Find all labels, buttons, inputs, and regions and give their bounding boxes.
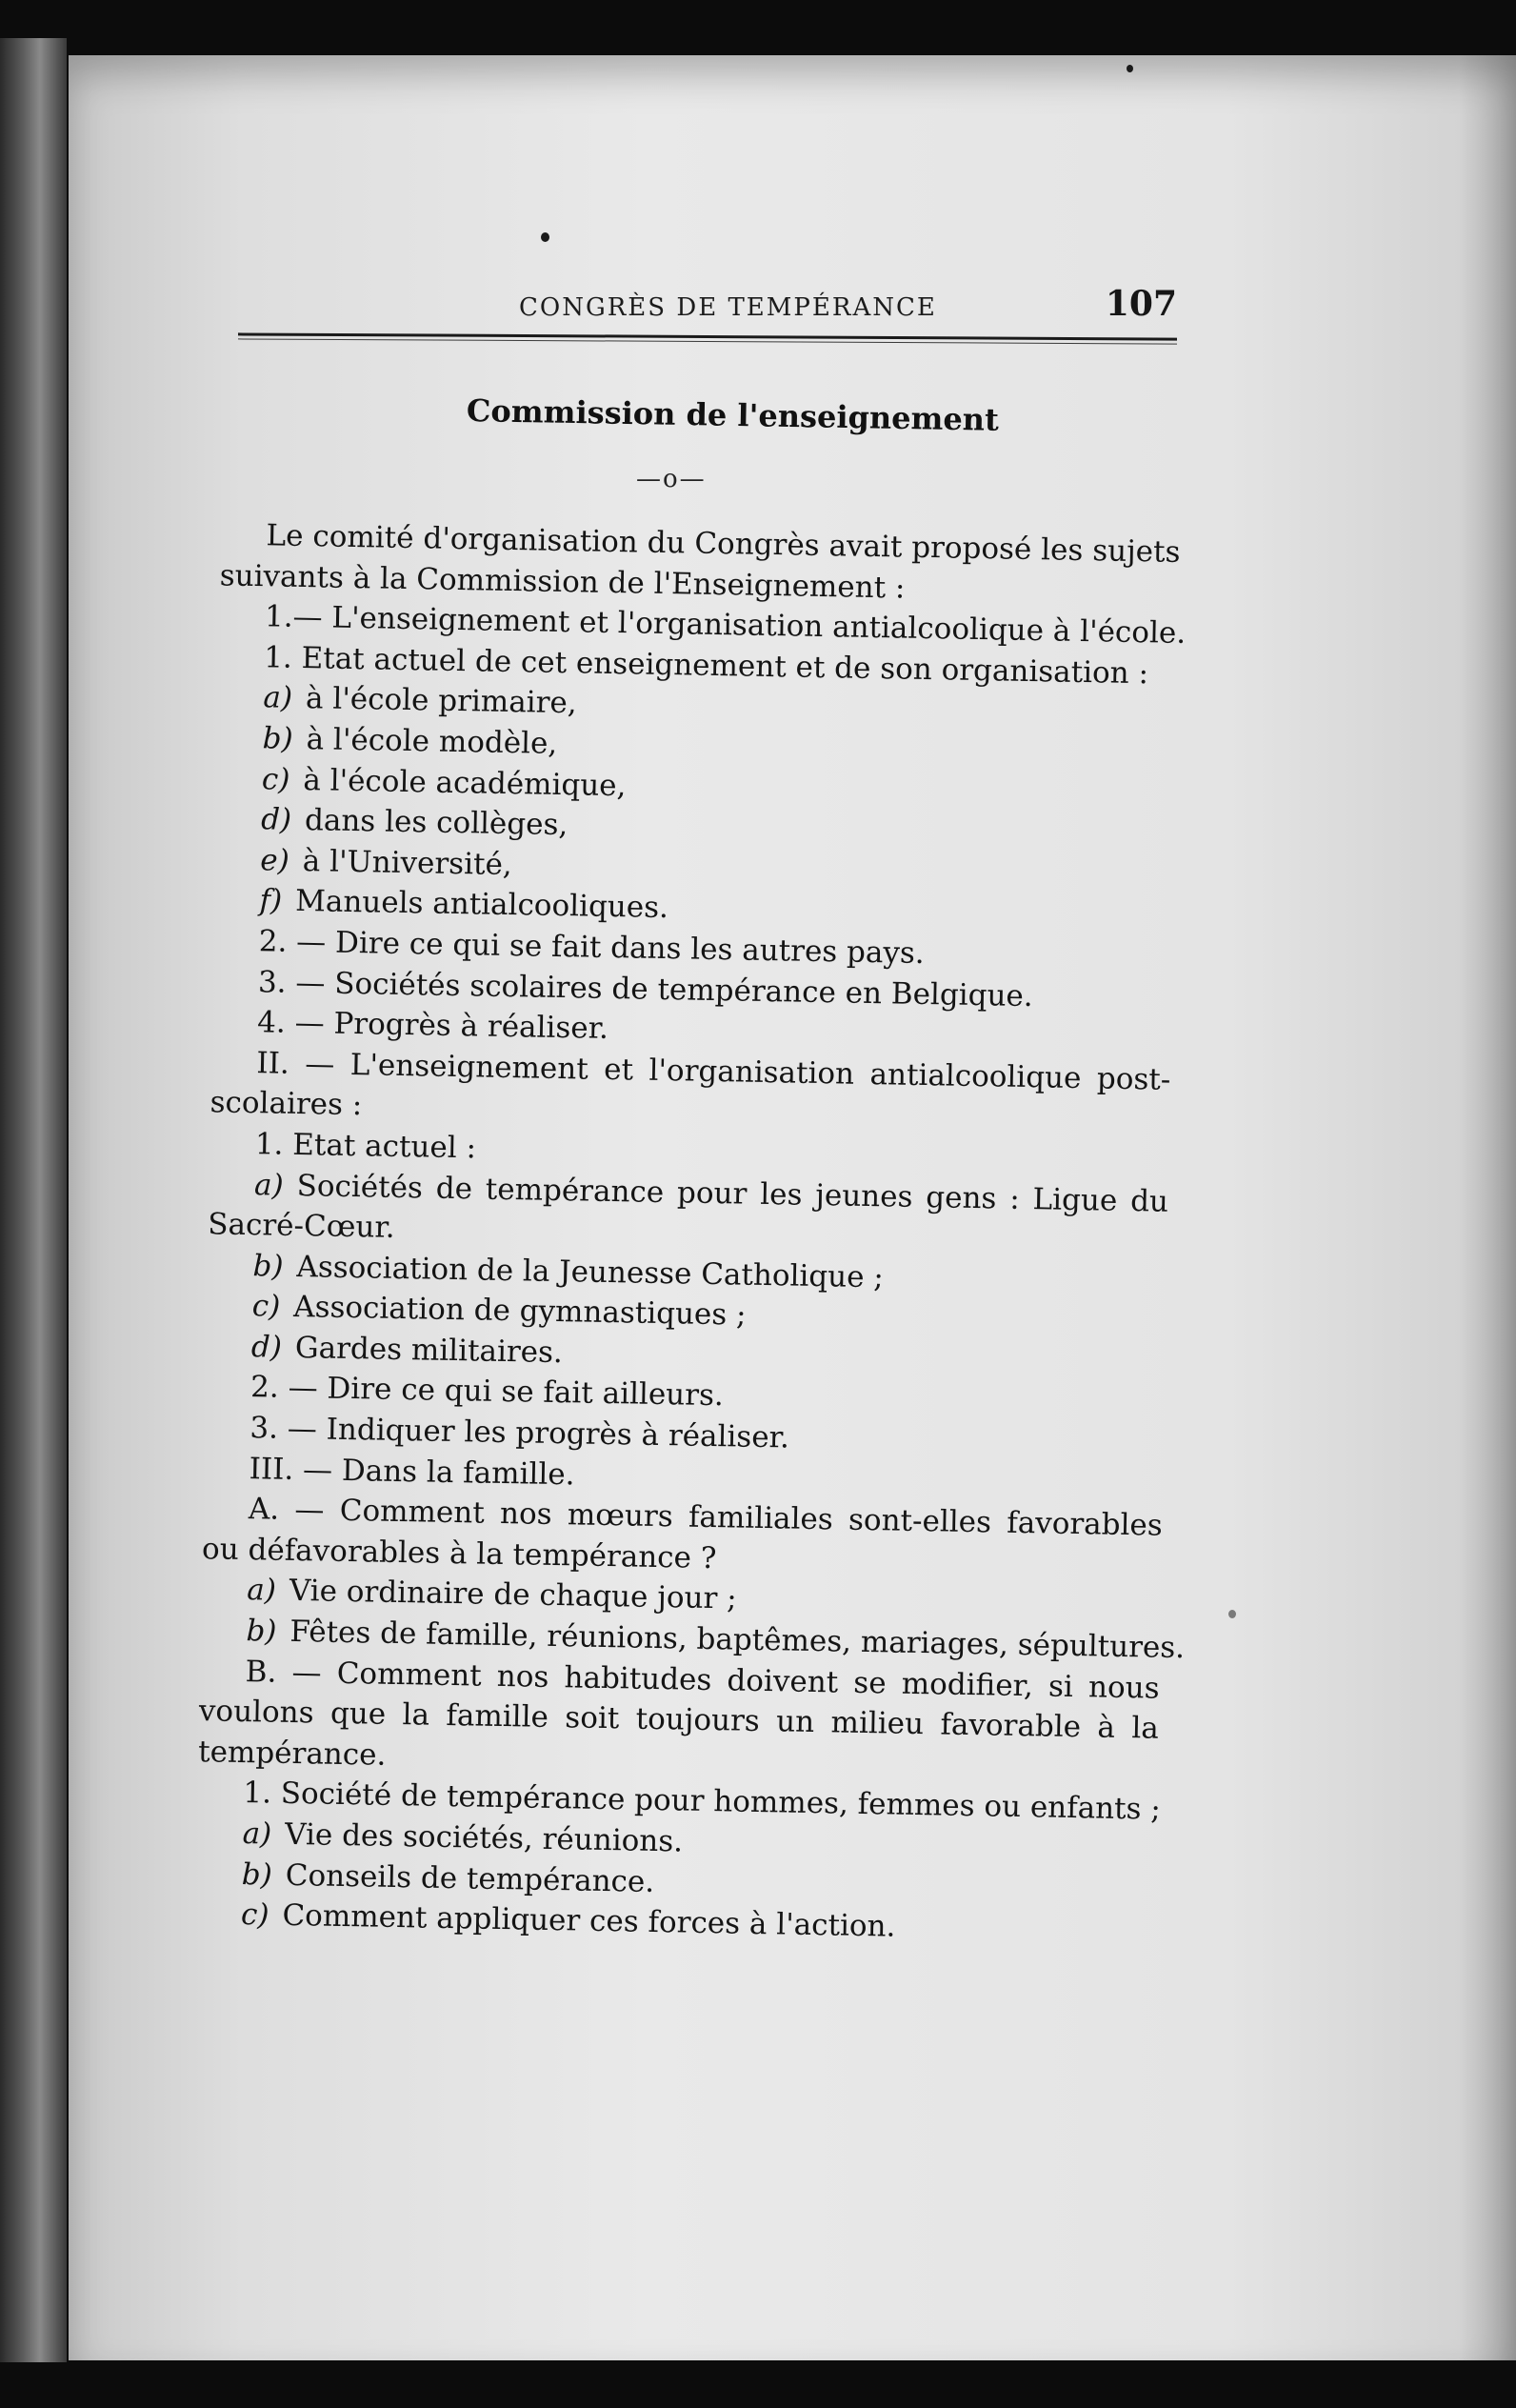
line-text: 1.— L'enseignement et l'organisation antialcoolique à l'école. xyxy=(264,599,1187,652)
dust-speck xyxy=(541,232,549,242)
line-text: suivants à la Commission de l'Enseignement : xyxy=(219,557,906,606)
line-text: tempérance. xyxy=(197,1735,387,1773)
line-text: Manuels antialcooliques. xyxy=(294,884,669,926)
list-marker: a) xyxy=(242,1816,272,1852)
list-marker: b) xyxy=(252,1248,284,1284)
line-text: Vie ordinaire de chaque jour ; xyxy=(289,1574,737,1616)
line-text: Sociétés de tempérance pour les jeunes gens : Ligue du xyxy=(296,1168,1169,1219)
line-text: 3. — Indiquer les progrès à réaliser. xyxy=(249,1411,790,1455)
section-title: Commission de l'enseignement xyxy=(466,392,1000,438)
body-text xyxy=(174,514,1187,1952)
line-text: à l'Université, xyxy=(302,843,513,882)
line-text: voulons que la famille soit toujours un milieu favorable à la xyxy=(198,1694,1160,1746)
line-text: Sacré-Cœur. xyxy=(208,1207,395,1245)
page-number: 107 xyxy=(1105,284,1177,324)
line-text: 2. — Dire ce qui se fait dans les autres pays. xyxy=(258,924,926,971)
line-text: II. — L'enseignement et l'organisation antialcoolique post- xyxy=(256,1045,1171,1097)
dust-speck xyxy=(1228,1610,1236,1618)
line-text: ou défavorables à la tempérance ? xyxy=(201,1532,717,1575)
list-marker: c) xyxy=(240,1897,269,1933)
line-text: Association de gymnastiques ; xyxy=(292,1290,747,1333)
line-text: 1. Etat actuel : xyxy=(254,1127,477,1166)
list-marker: c) xyxy=(261,761,290,797)
line-text: Fêtes de famille, réunions, baptêmes, mariages, sépultures. xyxy=(289,1614,1186,1666)
list-marker: a) xyxy=(263,680,293,716)
line-text: Gardes militaires. xyxy=(294,1330,564,1370)
list-marker: c) xyxy=(251,1289,281,1324)
previous-page-edge xyxy=(0,38,67,2362)
line-text: 1. Etat actuel de cet enseignement et de son organisation : xyxy=(263,640,1149,692)
list-marker: f) xyxy=(259,883,283,918)
list-marker: e) xyxy=(260,842,290,878)
line-text: Le comité d'organisation du Congrès avait proposé les sujets xyxy=(266,518,1181,570)
title-ornament: —o— xyxy=(636,465,707,493)
line-text: 2. — Dire ce qui se fait ailleurs. xyxy=(249,1370,725,1414)
dust-speck xyxy=(1127,65,1133,72)
list-marker: a) xyxy=(246,1573,277,1609)
line-text: 3. — Sociétés scolaires de tempérance en Belgique. xyxy=(257,964,1033,1013)
line-text: 1. Société de tempérance pour hommes, femmes ou enfants ; xyxy=(243,1776,1162,1828)
line-text: Comment appliquer ces forces à l'action. xyxy=(282,1898,896,1944)
line-text: III. — Dans la famille. xyxy=(249,1451,575,1493)
running-title: CONGRÈS DE TEMPÉRANCE xyxy=(519,293,937,322)
list-marker: b) xyxy=(246,1614,277,1649)
page-header xyxy=(238,284,1177,337)
line-text: scolaires : xyxy=(209,1085,363,1123)
line-text: à l'école modèle, xyxy=(306,722,558,761)
line-text: 4. — Progrès à réaliser. xyxy=(256,1005,609,1047)
line-text: à l'école académique, xyxy=(303,762,627,803)
line-text: Association de la Jeunesse Catholique ; xyxy=(296,1249,885,1294)
list-marker: b) xyxy=(241,1856,273,1893)
list-marker: d) xyxy=(250,1330,283,1365)
list-marker: b) xyxy=(262,721,293,756)
line-text: A. — Comment nos mœurs familiales sont-elles favorables xyxy=(248,1492,1164,1543)
line-text: à l'école primaire, xyxy=(305,681,577,721)
line-text: Vie des sociétés, réunions. xyxy=(284,1816,684,1859)
line-text: B. — Comment nos habitudes doivent se modifier, si nous xyxy=(245,1654,1160,1706)
line-text: dans les collèges, xyxy=(304,803,568,843)
list-marker: d) xyxy=(260,802,292,837)
line-text: Conseils de tempérance. xyxy=(285,1857,655,1899)
list-marker: a) xyxy=(253,1167,285,1203)
